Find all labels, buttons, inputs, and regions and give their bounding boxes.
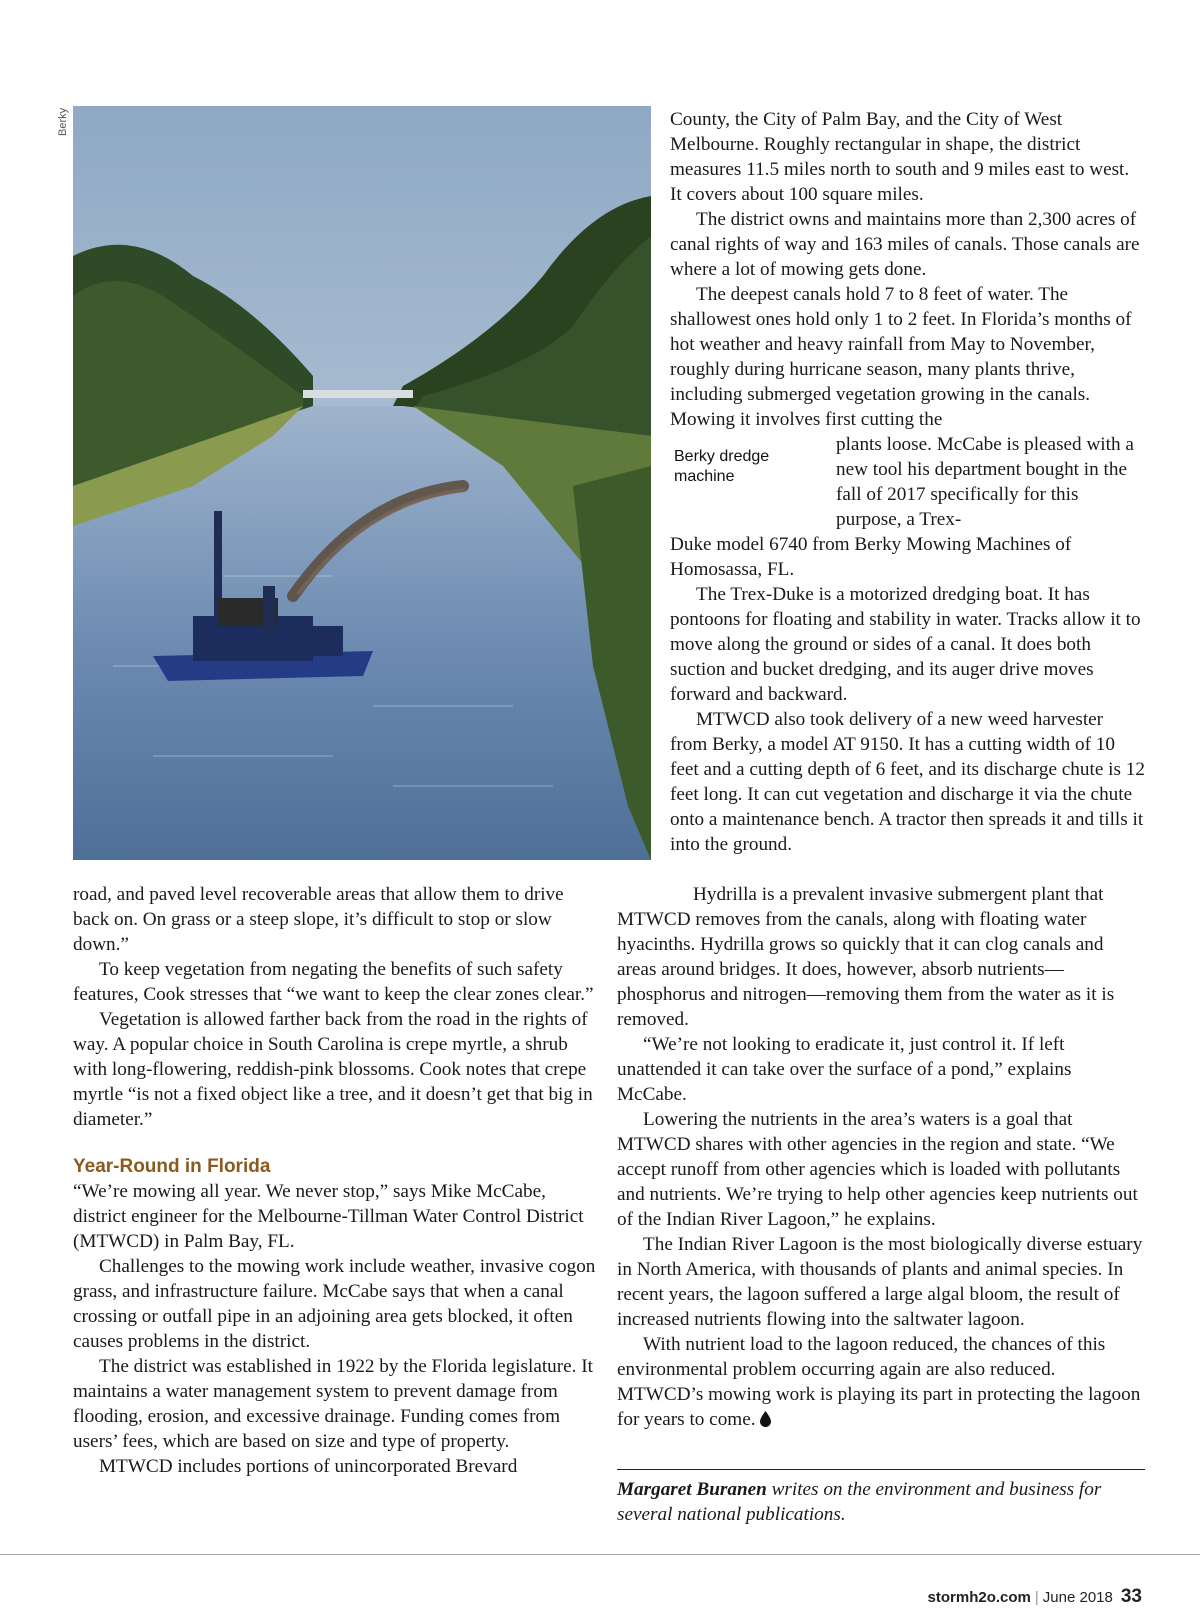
photo-caption: Berky dredge machine <box>674 448 770 485</box>
paragraph: Duke model 6740 from Berky Mowing Machines of Homosassa, FL. <box>670 534 1072 580</box>
right-column-top <box>670 107 1145 432</box>
canal-dredge-photo <box>73 106 651 860</box>
page-footer <box>928 1586 1142 1608</box>
paragraph: The Trex-Duke is a motorized dredging boat. It has pontoons for floating and stability in water. Tracks allow it to move along the ground or sides of a canal. It does both suction and bucket dredging, and its auger drive moves forward and backward. <box>670 584 1141 705</box>
right-column-middle <box>670 532 1145 857</box>
paragraph: Hydrilla is a prevalent invasive submergent plant that MTWCD removes from the canals, along with floating water hyacinths. Hydrilla grows so quickly that it can clog canals and areas around bridges. It does, however, absorb nutrients—phosphorus and nitrogen—removing them from the water as it is removed. <box>617 884 1115 1030</box>
paragraph: The deepest canals hold 7 to 8 feet of water. The shallowest ones hold only 1 to 2 feet. In Florida’s months of hot weather and heavy rainfall from May to November, roughly during hurricane season, many plants thrive, including submerged vegetation growing in the canals. Mowing it involves first cutting the <box>670 284 1132 430</box>
bio-divider <box>617 1469 1145 1470</box>
dredge-photo-illustration <box>73 106 651 860</box>
paragraph: To keep vegetation from negating the benefits of such safety features, Cook stresses that “we want to keep the clear zones clear.” <box>73 959 594 1005</box>
paragraph <box>617 1332 1145 1432</box>
author-name: Margaret Buranen <box>617 1479 767 1500</box>
footer-site: stormh2o.com <box>927 1589 1031 1606</box>
paragraph: MTWCD includes portions of unincorporated Brevard <box>99 1456 518 1477</box>
paragraph: road, and paved level recoverable areas that allow them to drive back on. On grass or a steep slope, it’s difficult to stop or slow down.” <box>73 884 564 955</box>
closing-paragraph-text: With nutrient load to the lagoon reduced, the chances of this environmental problem occurring again are also reduced. MTWCD’s mowing work is playing its part in protecting the lagoon for years to come. <box>617 1334 1141 1430</box>
paragraph: The district owns and maintains more than 2,300 acres of canal rights of way and 163 miles of canals. Those canals are where a lot of mowing gets done. <box>670 209 1140 280</box>
author-bio-text: writes on the environment and business for several national publications. <box>617 1479 1102 1525</box>
paragraph: “We’re mowing all year. We never stop,” says Mike McCabe, district engineer for the Melbourne-Tillman Water Control District (MTWCD) in Palm Bay, FL. <box>73 1181 584 1252</box>
paragraph: Vegetation is allowed farther back from the road in the rights of way. A popular choice in South Carolina is crepe myrtle, a shrub with long-flowering, reddish-pink blossoms. Cook notes that crepe myrtle “is not a fixed object like a tree, and it doesn’t get that big in diameter.” <box>73 1009 593 1130</box>
paragraph: Lowering the nutrients in the area’s waters is a goal that MTWCD shares with other agencies in the region and state. “We accept runoff from other agencies which is loaded with pollutants and nutrients. We’re trying to help other agencies keep nutrients out of the Indian River Lagoon,” he explains. <box>617 1109 1138 1230</box>
paragraph: plants loose. McCabe is pleased with a new tool his department bought in the fall of 2017 specifically for this purpose, a Trex- <box>836 434 1134 530</box>
paragraph: County, the City of Palm Bay, and the City of West Melbourne. Roughly rectangular in shape, the district measures 11.5 miles north to south and 9 miles east to west. It covers about 100 square miles. <box>670 109 1130 205</box>
paragraph: Challenges to the mowing work include weather, invasive cogon grass, and infrastructure failure. McCabe says that when a canal crossing or outfall pipe in an adjoining area gets blocked, it often causes problems in the district. <box>73 1256 596 1352</box>
water-drop-icon <box>760 1411 771 1427</box>
page-number: 33 <box>1120 1586 1142 1607</box>
photo-credit: Berky <box>57 107 69 136</box>
section-subhead: Year-Round in Florida <box>73 1156 271 1177</box>
left-column <box>73 882 598 1479</box>
paragraph: The Indian River Lagoon is the most biologically diverse estuary in North America, with thousands of plants and animal species. In recent years, the lagoon suffered a large algal bloom, the result of increased nutrients flowing into the saltwater lagoon. <box>617 1234 1143 1330</box>
footer-separator: | <box>1034 1589 1039 1606</box>
right-column-lower <box>617 882 1145 1432</box>
right-column-wrap <box>836 432 1145 532</box>
footer-divider <box>0 1554 1200 1555</box>
paragraph: “We’re not looking to eradicate it, just control it. If left unattended it can take over the surface of a pond,” explains McCabe. <box>617 1034 1072 1105</box>
footer-date: June 2018 <box>1042 1589 1113 1606</box>
paragraph: MTWCD also took delivery of a new weed harvester from Berky, a model AT 9150. It has a cutting width of 10 feet and a cutting depth of 6 feet, and its discharge chute is 12 feet long. It can cut vegetation and discharge it via the chute onto a maintenance bench. A tractor then spreads it and tills it into the ground. <box>670 709 1145 855</box>
paragraph: The district was established in 1922 by the Florida legislature. It maintains a water management system to prevent damage from flooding, erosion, and excessive drainage. Funding comes from users’ fees, which are based on size and type of property. <box>73 1356 593 1452</box>
author-bio <box>617 1477 1145 1527</box>
